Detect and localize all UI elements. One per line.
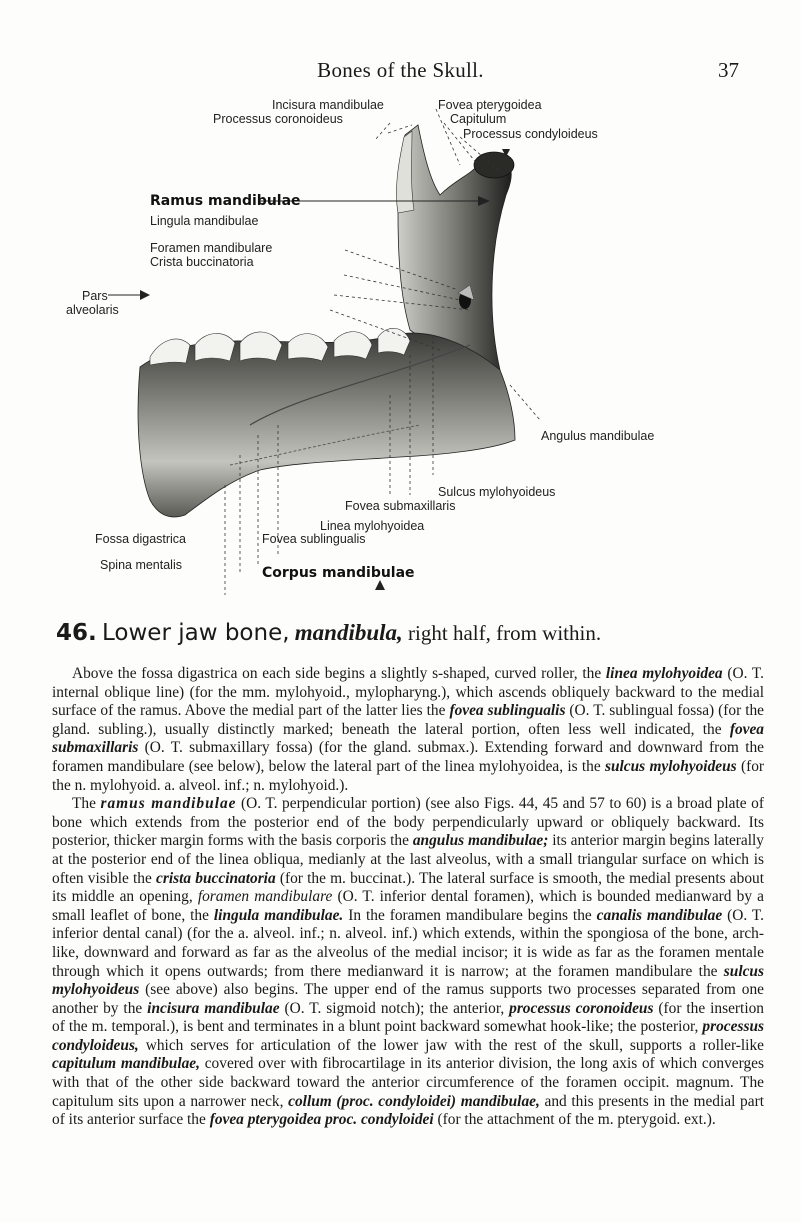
label-processus-condyloideus: Processus condyloideus [463,127,598,141]
text: which serves for articulation of the lower jaw with the rest of the skull, supports a roller-like [138,1036,764,1054]
text: its anterior margin begins laterally at the posterior end of the linea obliqua, medianly at the last alveolus, with a small triangular surface on which is often visible the [52,832,764,887]
text: (O. T. inferior dental canal) (for the a. alveol. inf.; n. alveol. inf.) which extends, within the spongiosa of the bone, arch-like, downward and forward as far as the alveolus of the medial incisor; it is wide as far as the foramen mentale through which it opens outwards; from there medianward it is narrow; at the foramen mandibulare the [52,906,764,980]
term-linea-mylohyoidea: linea mylohyoidea [605,665,723,682]
label-spina-mentalis: Spina mentalis [100,558,182,572]
text: (O. T. perpendicular portion) (see also Figs. 44, 45 and 57 to 60) is a broad plate of bone which extends from the posterior end of the body perpendicularly upward or obliquely backward. Its posterior, thicker margin forms with the basis corporis the [52,795,764,850]
term-fovea-submaxillaris: fovea submaxillaris [52,720,764,757]
label-ramus-mandibulae: Ramus mandibulae [150,193,301,209]
term-sulcus-mylohyoideus: sulcus mylohyoideus [604,757,737,775]
term-incisura-mandibulae: incisura mandibulae [147,999,280,1017]
term-ramus-mandibulae: ramus mandibulae [100,795,237,813]
label-fossa-digastrica: Fossa digastrica [95,532,187,546]
term-fovea-sublingualis: fovea sublingualis [449,702,566,720]
label-pars-alveolaris-2: alveolaris [66,303,119,317]
running-title: Bones of the Skull. [317,58,484,82]
term-foramen-mandibulare: foramen mandibulare [197,888,333,906]
label-incisura-mandibulae: Incisura mandibulae [272,98,384,112]
term-capitulum-mandibulae: capitulum mandibulae, [52,1055,200,1073]
text: The [72,795,101,813]
caption-rest: right half, from within. [408,621,602,645]
page-number: 37 [718,58,739,82]
figure-number: 46. [56,620,97,646]
page-header [0,58,801,88]
text: (see above) also begins. The upper end of the ramus supports two processes separated from one another by the [52,981,764,1017]
caption-latin: mandibula, [294,620,403,645]
label-fovea-submaxillaris: Fovea submaxillaris [345,499,456,513]
label-sulcus-mylohyoideus: Sulcus mylohyoideus [438,485,556,499]
text: (O. T. submaxillary fossa) (for the gland. submax.). Extending forward and downward from the foramen mandibulare (see below), below the lateral part of the linea mylohyoidea, is the [52,739,764,775]
label-processus-coronoideus: Processus coronoideus [213,112,343,126]
label-lingula-mandibulae: Lingula mandibulae [150,214,259,228]
text: (for the insertion of the m. temporal.), is bent and terminates in a blunt point backward somewhat hook-like; the posterior, [52,999,765,1036]
label-crista-buccinatoria: Crista buccinatoria [150,255,254,269]
body-text [52,665,764,1130]
text: (O. T. inferior dental foramen), which is bounded medianward by a small leaflet of bone, the [52,888,764,924]
caption-title: Lower jaw bone, [102,620,290,646]
label-fovea-pterygoidea: Fovea pterygoidea [438,98,542,112]
term-angulus-mandibulae: angulus mandibulae; [412,832,549,850]
term-collum-mandibulae: collum (proc. condyloidei) mandibulae, [288,1092,540,1110]
term-lingula-mandibulae: lingula mandibulae. [213,906,344,924]
term-canalis-mandibulae: canalis mandibulae [596,906,723,924]
text: covered over with fibrocartilage in its anterior division, the long axis of which converges with that of the other side backward toward the anterior circumference of the foramen occipit. magnum. The capitulum sits upon a narrower neck, [52,1055,764,1110]
text: (O. T. sublingual fossa) (for the gland. subling.), usually distinctly marked; beneath the lateral portion, often less well indicated, the [52,702,764,738]
paragraph-2 [52,795,764,1130]
label-angulus-mandibulae: Angulus mandibulae [541,429,655,443]
text: In the foramen mandibulare begins the [343,906,597,924]
text: (for the n. mylohyoid. a. alveol. inf.; n. mylohyoid.). [52,757,765,794]
figure-caption [56,620,756,646]
text: (O. T. sigmoid notch); the anterior, [279,999,510,1017]
term-sulcus-mylohyoideus-2: sulcus mylohyoideus [52,962,764,999]
label-corpus-mandibulae: Corpus mandibulae [262,565,415,581]
term-fovea-pterygoidea: fovea pterygoidea proc. condyloidei [209,1111,434,1129]
text: and this presents in the medial part of its anterior surface the [52,1092,764,1129]
label-fovea-sublingualis: Fovea sublingualis [262,532,366,546]
mandible-figure [0,95,801,595]
label-linea-mylohyoidea: Linea mylohyoidea [320,519,425,533]
text: (O. T. internal oblique line) (for the mm. mylohyoid., mylopharyng.), which ascends obliquely backward to the medial surface of the ramus. Above the medial part of the latter lies the [52,665,764,720]
term-crista-buccinatoria: crista buccinatoria [156,869,276,887]
label-foramen-mandibulare: Foramen mandibulare [150,241,273,255]
text: (for the attachment of the m. pterygoid. ext.). [433,1111,716,1129]
term-processus-condyloideus: processus condyloideus, [52,1018,764,1054]
label-capitulum: Capitulum [450,112,507,126]
paragraph-1 [52,665,764,795]
label-pars-alveolaris-1: Pars [82,289,108,303]
capitulum-shape [474,152,514,178]
text: (for the m. buccinat.). The lateral surface is smooth, the medial presents about its middle an opening, [52,869,764,906]
term-processus-coronoideus: processus coronoideus [509,999,654,1017]
text: Above the fossa digastrica on each side begins a slightly s-shaped, curved roller, the [72,665,606,682]
